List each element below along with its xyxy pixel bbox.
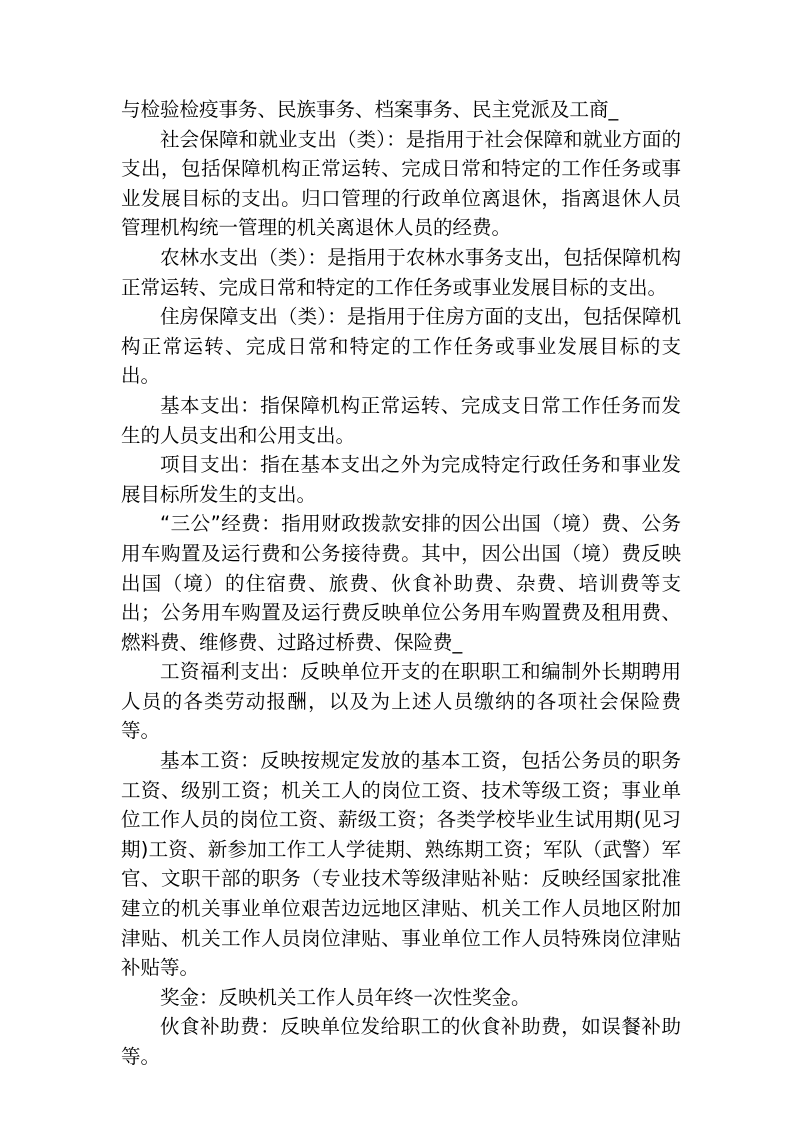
paragraph-continuation: 与检验检疫事务、民族事务、档案事务、民主党派及工商_ xyxy=(121,98,619,121)
paragraph-three-public-funds: “三公”经费：指用财政拨款安排的因公出国（境）费、公务用车购置及运行费和公务接待费。其中，因公出国（境）费反映出国（境）的住宿费、旅费、伙食补助费、杂费、培训费等支出；公务用车购置及运行费反映单位公务用车购置费及租用费、燃料费、维修费、过路过桥费、保险费_ xyxy=(121,512,681,654)
paragraph-bonus: 奖金：反映机关工作人员年终一次性奖金。 xyxy=(160,985,531,1009)
paragraph-social-security: 社会保障和就业支出（类）：是指用于社会保障和就业方面的支出，包括保障机构正常运转、完成日常和特定的工作任务或事业发展目标的支出。归口管理的行政单位离退休，指离退休人员管理机构统一管理的机关离退休人员的经费。 xyxy=(121,127,681,240)
paragraph-agriculture: 农林水支出（类）：是指用于农林水事务支出，包括保障机构正常运转、完成日常和特定的工作任务或事业发展目标的支出。 xyxy=(121,245,681,299)
document-body xyxy=(121,95,681,1072)
paragraph-meal-subsidy: 伙食补助费：反映单位发给职工的伙食补助费，如误餐补助等。 xyxy=(121,1015,681,1068)
paragraph-basic-expenditure: 基本支出：指保障机构正常运转、完成支日常工作任务而发生的人员支出和公用支出。 xyxy=(121,393,681,447)
paragraph-project-expenditure: 项目支出：指在基本支出之外为完成特定行政任务和事业发展目标所发生的支出。 xyxy=(121,453,681,506)
paragraph-housing: 住房保障支出（类）：是指用于住房方面的支出，包括保障机构正常运转、完成日常和特定的工作任务或事业发展目标的支出。 xyxy=(121,305,681,388)
paragraph-wages-welfare: 工资福利支出：反映单位开支的在职职工和编制外长期聘用人员的各类劳动报酬，以及为上述人员缴纳的各项社会保险费等。 xyxy=(121,660,681,743)
paragraph-basic-wages: 基本工资：反映按规定发放的基本工资，包括公务员的职务工资、级别工资；机关工人的岗位工资、技术等级工资；事业单位工作人员的岗位工资、薪级工资；各类学校毕业生试用期(见习期)工资、新参加工作工人学徒期、熟练期工资；军队（武警）军官、文职干部的职务（专业技术等级津贴补贴：反映经国家批准建立的机关事业单位艰苦边远地区津贴、机关工作人员地区附加津贴、机关工作人员岗位津贴、事业单位工作人员特殊岗位津贴补贴等。 xyxy=(121,749,681,980)
